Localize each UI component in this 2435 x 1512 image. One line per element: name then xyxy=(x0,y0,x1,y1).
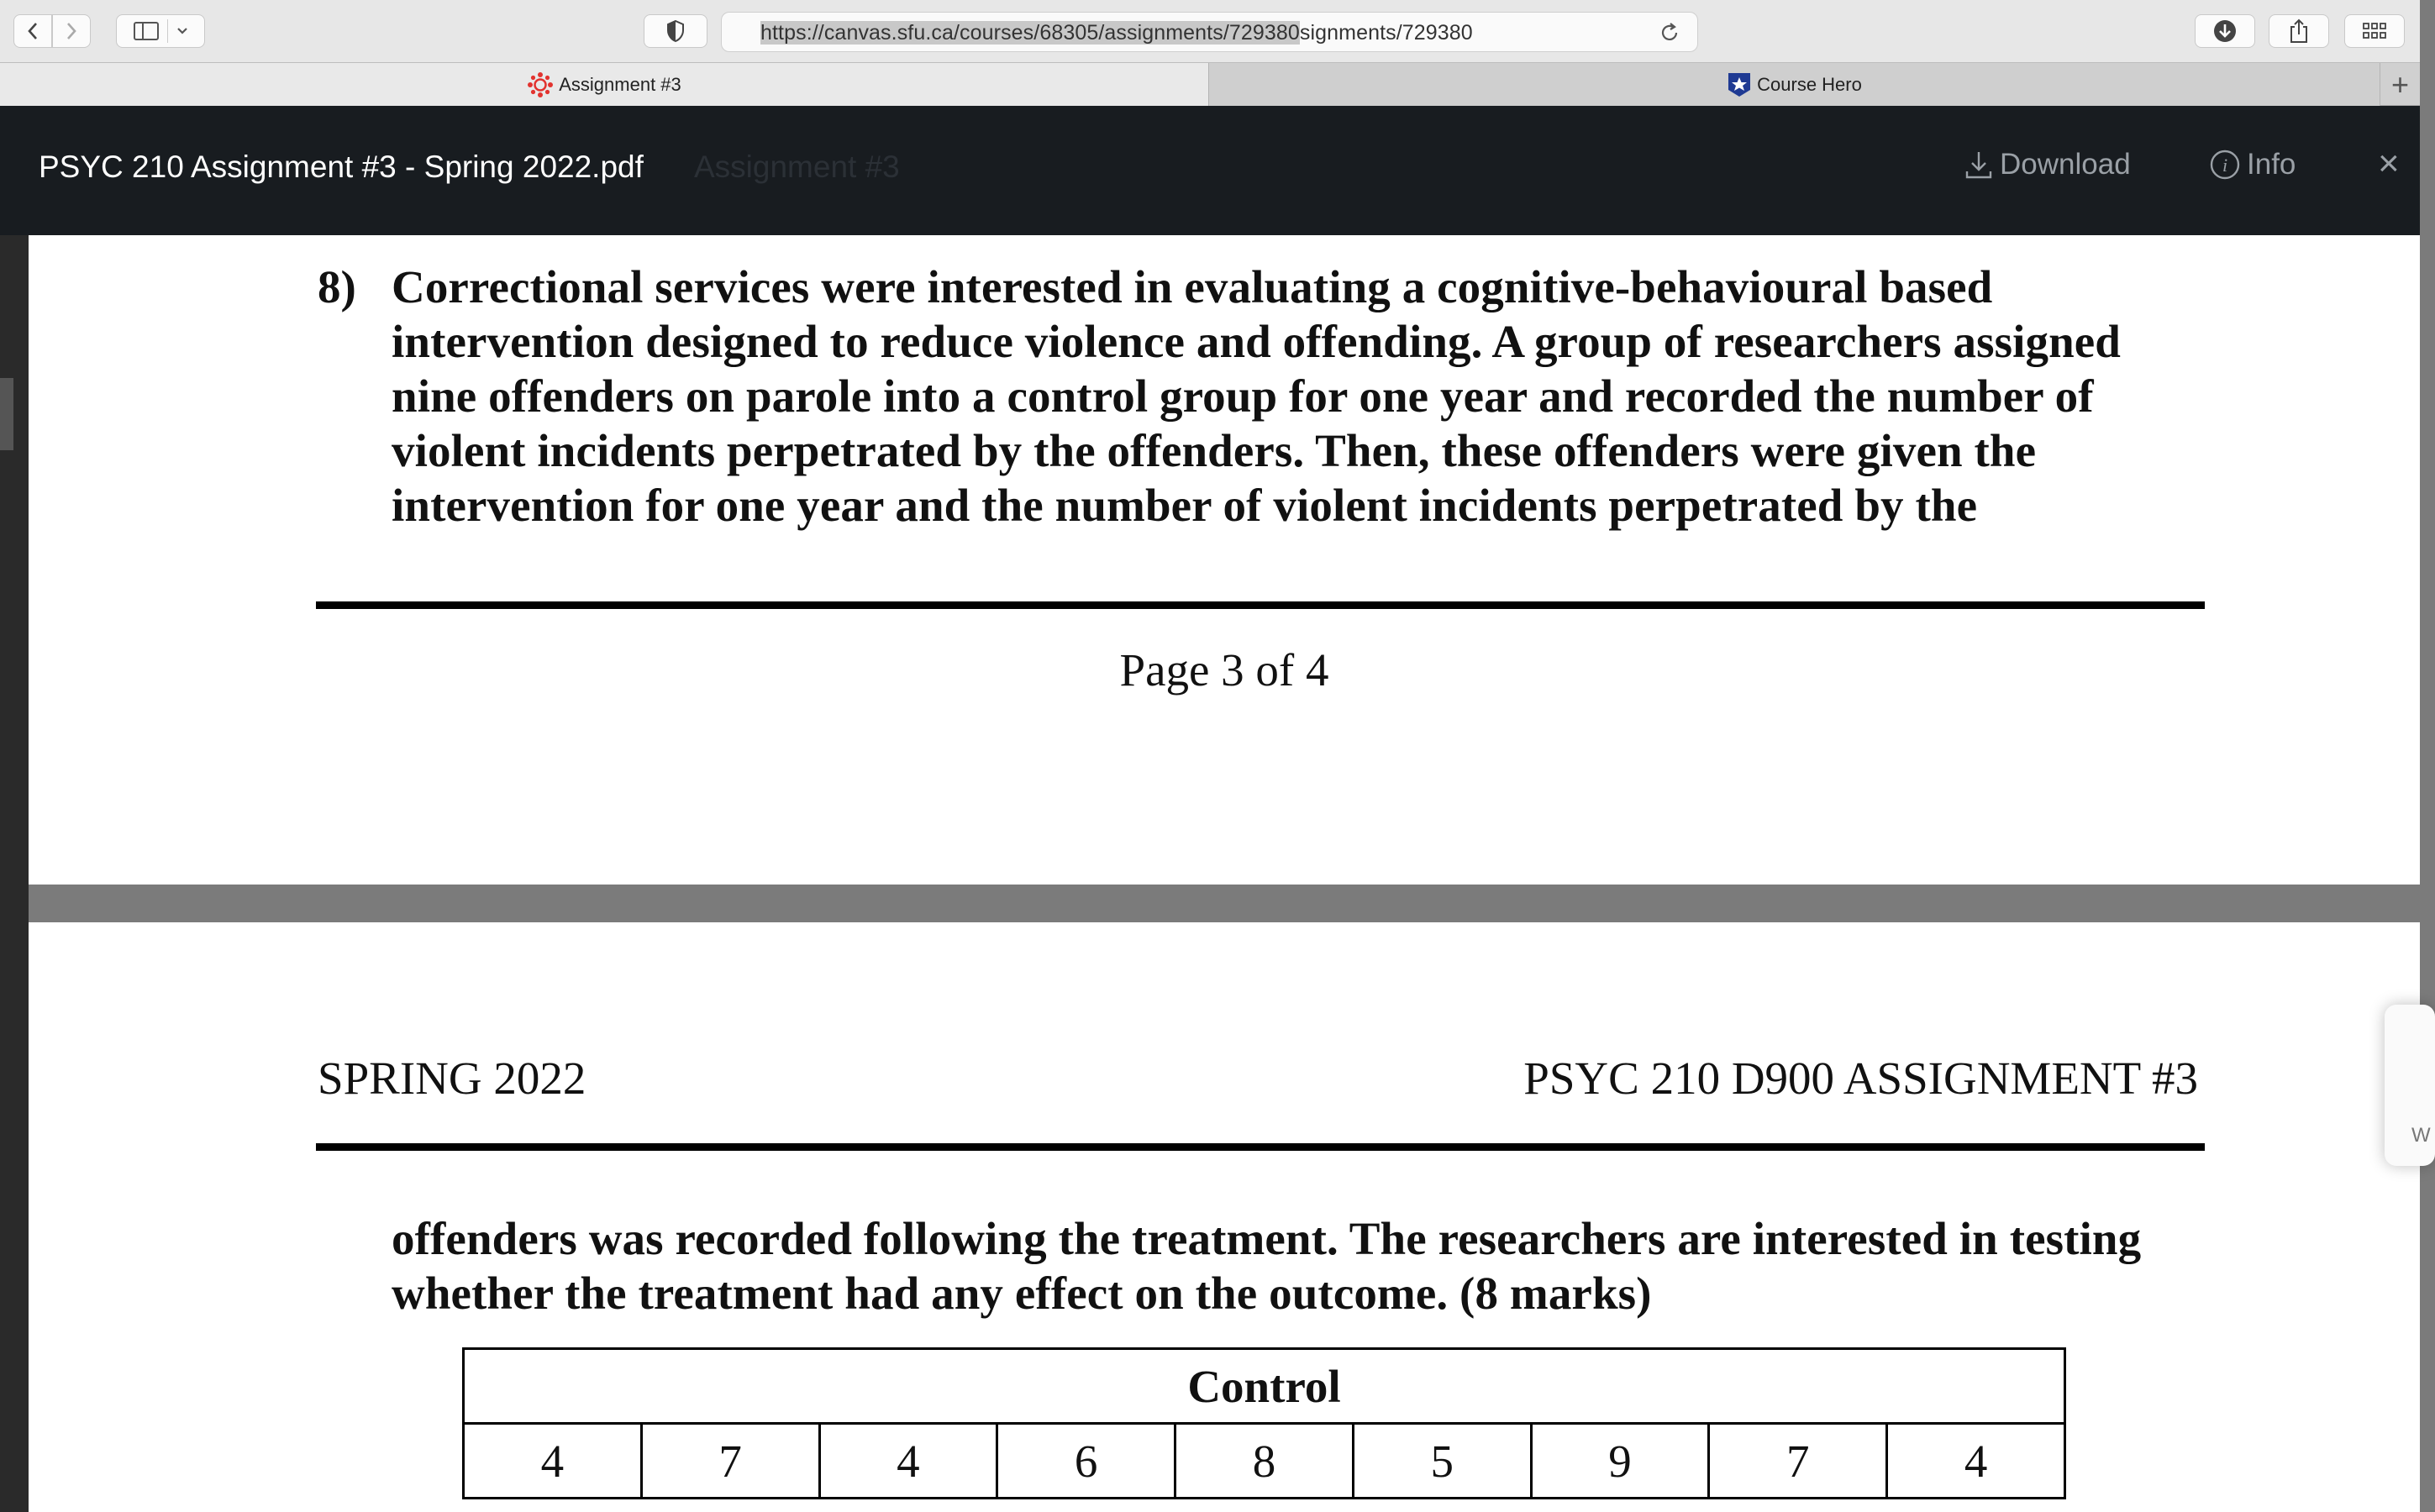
tab-bar xyxy=(0,62,2420,106)
tab-overview-button[interactable] xyxy=(2344,14,2405,48)
tab-course-hero[interactable] xyxy=(1208,63,2380,106)
canvas-logo-icon xyxy=(527,71,554,98)
url-selected-text: https://canvas.sfu.ca/courses/68305/assignments/729380 xyxy=(760,21,1300,45)
background-title: Assignment #3 xyxy=(694,150,900,184)
url-rest-text: signments/729380 xyxy=(1299,21,1473,45)
sidebar-icon xyxy=(134,22,159,40)
plus-icon: + xyxy=(2390,66,2410,102)
close-icon: × xyxy=(2378,143,2400,184)
tab-assignment-3[interactable] xyxy=(0,63,1208,106)
info-button[interactable] xyxy=(2210,148,2296,181)
privacy-shield-button[interactable] xyxy=(644,14,707,48)
page-header-right: PSYC 210 D900 ASSIGNMENT #3 xyxy=(1523,1053,2198,1104)
download-button[interactable] xyxy=(1964,148,2131,181)
table-cell: 5 xyxy=(1353,1424,1531,1499)
table-title: Control xyxy=(464,1349,2065,1424)
svg-text:i: i xyxy=(2222,155,2228,176)
pdf-viewer-header xyxy=(0,106,2420,235)
scroll-indicator[interactable] xyxy=(0,378,13,450)
question-line-1: Correctional services were interested in evaluating a cognitive-behavioural based xyxy=(392,261,1993,312)
question-line-5: intervention for one year and the number of violent incidents perpetrated by the xyxy=(392,480,1978,531)
table-cell: 4 xyxy=(464,1424,642,1499)
table-cell: 6 xyxy=(997,1424,1175,1499)
chevron-right-icon xyxy=(65,21,78,41)
table-cell: 4 xyxy=(819,1424,997,1499)
page-rule xyxy=(316,601,2205,609)
pdf-page-3 xyxy=(29,235,2420,885)
course-hero-icon xyxy=(1727,71,1752,98)
table-cell: 9 xyxy=(1531,1424,1709,1499)
url-text[interactable] xyxy=(760,21,1473,45)
tab-label: Course Hero xyxy=(1757,73,1862,95)
download-label: Download xyxy=(2000,148,2131,181)
pdf-page-4 xyxy=(29,922,2420,1512)
grid-icon xyxy=(2363,23,2386,39)
question-number: 8) xyxy=(318,261,356,312)
share-icon xyxy=(2288,18,2310,44)
table-row xyxy=(464,1424,2065,1499)
table-cell: 7 xyxy=(641,1424,819,1499)
address-bar[interactable] xyxy=(721,12,1698,52)
table-cell: 4 xyxy=(1887,1424,2065,1499)
share-button[interactable] xyxy=(2269,14,2329,48)
file-title: PSYC 210 Assignment #3 - Spring 2022.pdf xyxy=(39,150,644,184)
chevron-left-icon xyxy=(26,21,39,41)
question-line-4: violent incidents perpetrated by the offenders. Then, these offenders were given the xyxy=(392,425,2037,476)
shield-icon xyxy=(666,20,685,42)
new-tab-button[interactable] xyxy=(2380,63,2420,106)
download-circle-icon xyxy=(2213,19,2237,43)
download-icon xyxy=(1964,150,1993,180)
sidebar-toggle-button[interactable] xyxy=(116,14,205,48)
forward-button[interactable] xyxy=(52,14,91,48)
question-line-7: whether the treatment had any effect on the outcome. (8 marks) xyxy=(392,1268,1652,1319)
info-label: Info xyxy=(2247,148,2296,181)
back-button[interactable] xyxy=(13,14,52,48)
page-footer: Page 3 of 4 xyxy=(1119,644,1329,696)
table-cell: 7 xyxy=(1709,1424,1887,1499)
side-popup-text: W xyxy=(2411,1124,2431,1147)
table-cell: 8 xyxy=(1175,1424,1354,1499)
chevron-down-icon xyxy=(176,27,188,35)
question-line-2: intervention designed to reduce violence and offending. A group of researchers assigned xyxy=(392,316,2121,367)
downloads-button[interactable] xyxy=(2195,14,2255,48)
reload-icon[interactable] xyxy=(1659,22,1680,44)
question-line-6: offenders was recorded following the treatment. The researchers are interested in testing xyxy=(392,1213,2142,1264)
close-viewer-button[interactable] xyxy=(2378,143,2400,185)
tab-label: Assignment #3 xyxy=(559,73,681,95)
info-icon xyxy=(2210,150,2240,180)
question-line-3: nine offenders on parole into a control group for one year and recorded the number of xyxy=(392,370,2094,422)
control-data-table xyxy=(462,1347,2066,1499)
browser-toolbar xyxy=(0,0,2420,62)
page-header-left: SPRING 2022 xyxy=(318,1053,586,1104)
left-edge-panel xyxy=(0,235,29,1512)
page-rule xyxy=(316,1143,2205,1151)
side-popup-panel[interactable] xyxy=(2385,1005,2435,1166)
